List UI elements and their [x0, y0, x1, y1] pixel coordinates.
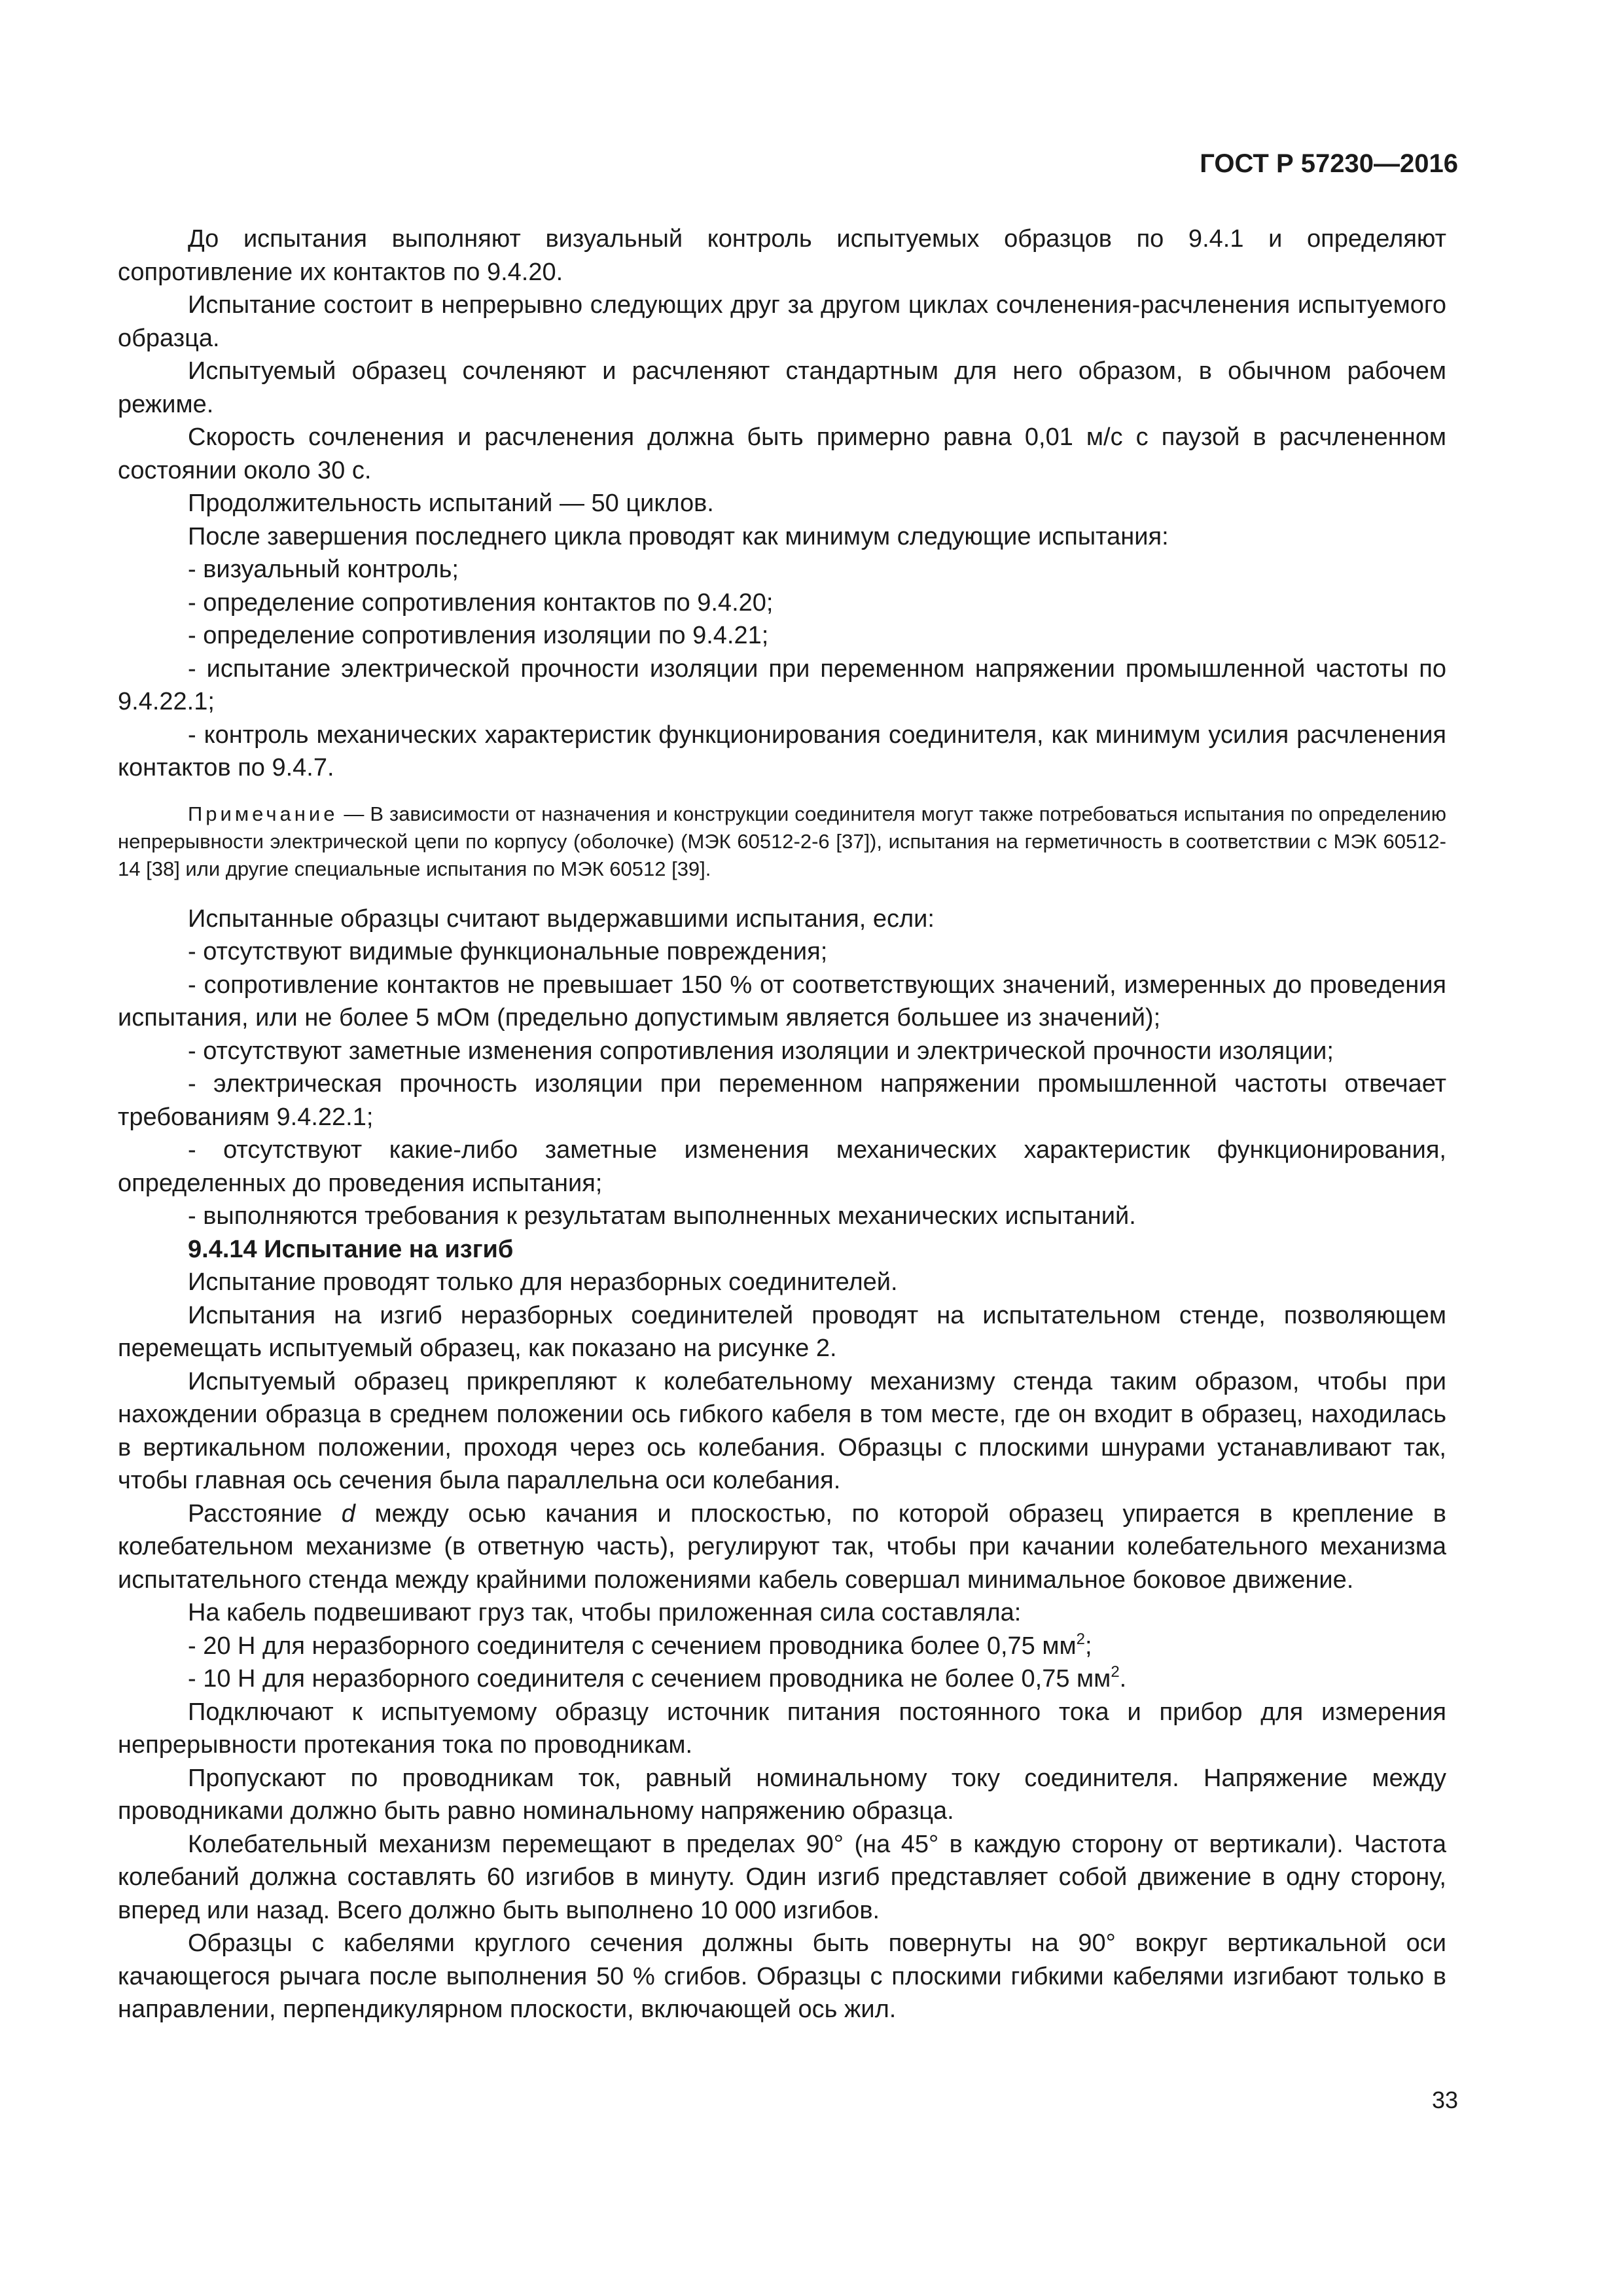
paragraph: Испытанные образцы считают выдержавшими испытания, если: — [188, 905, 935, 933]
paragraph: Испытуемый образец сочленяют и расчленяют стандартным для него образом, в обычном рабочем режиме. — [118, 357, 1446, 418]
list-item: - выполняются требования к результатам выполненных механических испытаний. — [188, 1202, 1136, 1230]
paragraph: Образцы с кабелями круглого сечения должны быть повернуты на 90° вокруг вертикальной оси качающегося рычага после выполнения 50 % сгибов. Образцы с плоскими гибкими кабелями изгибают только в направлении, перпендикулярном плоскости, включающей ось жил. — [118, 1929, 1446, 2023]
note-text: — В зависимости от назначения и конструкции соединителя могут также потребоваться испытания по определению непрерывности электрической цепи по корпусу (оболочке) (МЭК 60512-2-6 [37]), испытания на герметичность в соответствии с МЭК 60512-14 [38] или другие специальные испытания по МЭК 60512 [39]. — [118, 802, 1446, 880]
document-id: ГОСТ Р 57230—2016 — [1200, 149, 1458, 178]
paragraph: Подключают к испытуемому образцу источник питания постоянного тока и прибор для измерения непрерывности протекания тока по проводникам. — [118, 1698, 1446, 1759]
paragraph: Испытание состоит в непрерывно следующих друг за другом циклах сочленения-расчленения испытуемого образца. — [118, 291, 1446, 352]
paragraph: Скорость сочленения и расчленения должна быть примерно равна 0,01 м/с с паузой в расчлененном состоянии около 30 с. — [118, 423, 1446, 484]
variable-d: d — [341, 1499, 355, 1528]
paragraph: Испытание проводят только для неразборных соединителей. — [188, 1268, 898, 1296]
list-item-end: . — [1119, 1665, 1127, 1693]
paragraph: Колебательный механизм перемещают в пределах 90° (на 45° в каждую сторону от вертикали). Частота колебаний должна составлять 60 изгибов в минуту. Один изгиб представляет собой движение в одну сторону, вперед или назад. Всего должно быть выполнено 10 000 изгибов. — [118, 1830, 1446, 1924]
note — [118, 800, 1446, 883]
list-item: - определение сопротивления контактов по 9.4.20; — [188, 588, 774, 617]
list-item: - сопротивление контактов не превышает 150 % от соответствующих значений, измеренных до проведения испытания, или не более 5 мОм (предельно допустимым является большее из значений); — [118, 971, 1446, 1031]
paragraph: До испытания выполняют визуальный контроль испытуемых образцов по 9.4.1 и определяют сопротивление их контактов по 9.4.20. — [118, 225, 1446, 286]
paragraph: На кабель подвешивают груз так, чтобы приложенная сила составляла: — [188, 1599, 1022, 1626]
paragraph: Испытания на изгиб неразборных соединителей проводят на испытательном стенде, позволяющем перемещать испытуемый образец, как показано на рисунке 2. — [118, 1301, 1446, 1362]
text-fragment: между осью качания и плоскостью, по которой образец упирается в крепление в колебательном механизме (в ответную часть), регулируют так, чтобы при качании колебательного механизма испытательного стенда между крайними положениями кабель совершал минимальное боковое движение. — [118, 1499, 1446, 1594]
paragraph: После завершения последнего цикла проводят как минимум следующие испытания: — [188, 522, 1169, 550]
paragraph: Продолжительность испытаний — 50 циклов. — [188, 490, 714, 517]
paragraph: Испытуемый образец прикрепляют к колебательному механизму стенда таким образом, чтобы при нахождении образца в среднем положении ось гибкого кабеля в том месте, где он входит в образец, находилась в вертикальном положении, проходя через ось колебания. Образцы с плоскими шнурами устанавливают так, чтобы главная ось сечения была параллельна оси колебания. — [118, 1367, 1446, 1494]
section-heading: 9.4.14 Испытание на изгиб — [188, 1235, 514, 1263]
paragraph-distance — [118, 1498, 1446, 1597]
list-item-text: - 10 Н для неразборного соединителя с сечением проводника не более 0,75 мм — [188, 1665, 1111, 1693]
list-item-end: ; — [1085, 1632, 1092, 1660]
text-fragment: Расстояние — [188, 1499, 342, 1528]
superscript: 2 — [1076, 1630, 1085, 1648]
body-text — [118, 223, 1446, 2026]
list-item: - испытание электрической прочности изоляции при переменном напряжении промышленной частоты по 9.4.22.1; — [118, 655, 1446, 715]
list-item: - электрическая прочность изоляции при переменном напряжении промышленной частоты отвечает требованиям 9.4.22.1; — [118, 1070, 1446, 1131]
paragraph: Пропускают по проводникам ток, равный номинальному току соединителя. Напряжение между проводниками должно быть равно номинальному напряжению образца. — [118, 1764, 1446, 1825]
list-item-text: - 20 Н для неразборного соединителя с сечением проводника более 0,75 мм — [188, 1632, 1077, 1660]
note-label: Примечание — [188, 802, 338, 825]
list-item: - контроль механических характеристик функционирования соединителя, как минимум усилия расчленения контактов по 9.4.7. — [118, 721, 1446, 781]
list-item: - отсутствуют видимые функциональные повреждения; — [188, 938, 828, 965]
list-item: - отсутствуют заметные изменения сопротивления изоляции и электрической прочности изоляции; — [188, 1037, 1334, 1065]
superscript: 2 — [1111, 1663, 1120, 1681]
list-item — [118, 1662, 1446, 1696]
list-item: - отсутствуют какие-либо заметные изменения механических характеристик функционирования, определенных до проведения испытания; — [118, 1136, 1446, 1197]
list-item — [118, 1630, 1446, 1663]
list-item: - определение сопротивления изоляции по 9.4.21; — [188, 622, 769, 649]
page-number: 33 — [1431, 2087, 1458, 2113]
list-item: - визуальный контроль; — [188, 556, 459, 583]
